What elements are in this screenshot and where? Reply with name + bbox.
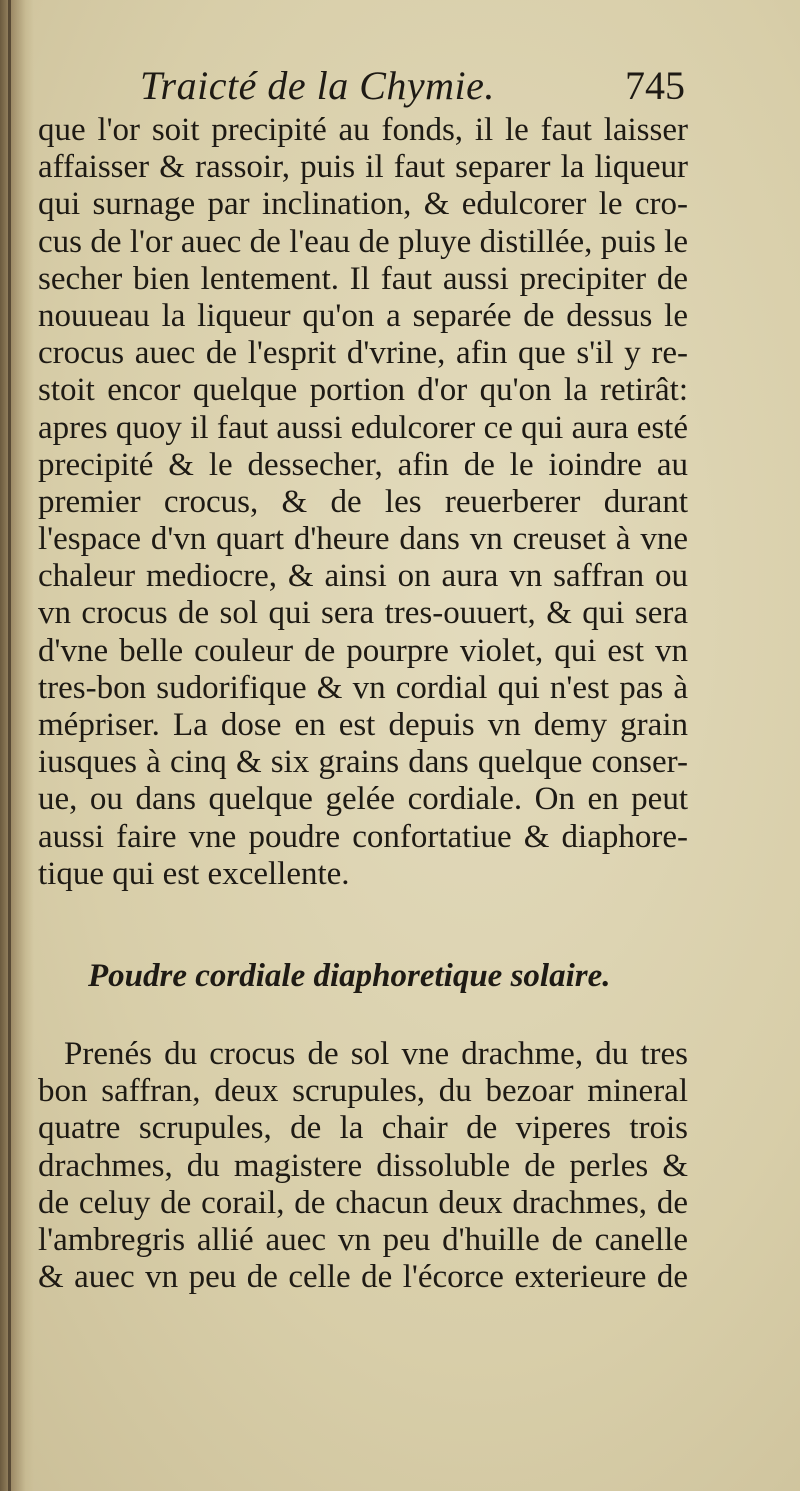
page-gutter [0, 0, 34, 1491]
text-line: stoit encor quelque portion d'or qu'on la retirât: [38, 372, 688, 409]
section-heading: Poudre cordiale diaphoretique solaire. [88, 958, 611, 994]
paragraph-1 [38, 112, 688, 893]
text-line: cus de l'or auec de l'eau de pluye distillée, puis le [38, 223, 688, 260]
page-number: 745 [625, 63, 685, 108]
text-line: affaisser & rassoir, puis il faut separer la liqueur [38, 149, 688, 186]
text-line: aussi faire vne poudre confortatiue & diaphore- [38, 818, 688, 855]
text-line: l'ambregris allié auec vn peu d'huille de canelle [38, 1221, 688, 1258]
text-line: nouueau la liqueur qu'on a separée de dessus le [38, 297, 688, 334]
text-line: Prenés du crocus de sol vne drachme, du tres [64, 1036, 688, 1072]
text-line: premier crocus, & de les reuerberer durant [38, 483, 688, 520]
text-line: qui surnage par inclination, & edulcorer le cro- [38, 186, 688, 223]
text-line: tres-bon sudorifique & vn cordial qui n'est pas à [38, 669, 688, 706]
text-line: ue, ou dans quelque gelée cordiale. On en peut [38, 781, 688, 818]
running-title: Traicté de la Chymie. [140, 63, 495, 108]
text-line: bon saffran, deux scrupules, du bezoar mineral [38, 1073, 688, 1110]
paragraph-2 [38, 1036, 688, 1296]
page-header [140, 62, 685, 112]
text-line: d'vne belle couleur de pourpre violet, qui est vn [38, 632, 688, 669]
text-line-last: tique qui est excellente. [38, 855, 350, 892]
text-line: chaleur mediocre, & ainsi on aura vn saffran ou [38, 558, 688, 595]
text-line: iusques à cinq & six grains dans quelque conser- [38, 744, 688, 781]
text-line: l'espace d'vn quart d'heure dans vn creuset à vne [38, 521, 688, 558]
text-line: vn crocus de sol qui sera tres-ouuert, & qui sera [38, 595, 688, 632]
text-line: crocus auec de l'esprit d'vrine, afin que s'il y re- [38, 335, 688, 372]
text-line: de celuy de corail, de chacun deux drachmes, de [38, 1184, 688, 1221]
text-line: quatre scrupules, de la chair de viperes trois [38, 1110, 688, 1147]
text-line: secher bien lentement. Il faut aussi precipiter de [38, 260, 688, 297]
text-line: precipité & le dessecher, afin de le ioindre au [38, 446, 688, 483]
text-line: apres quoy il faut aussi edulcorer ce qui aura esté [38, 409, 688, 446]
text-line: que l'or soit precipité au fonds, il le faut laisser [38, 112, 688, 148]
binding-edge [8, 0, 11, 1491]
text-line: mépriser. La dose en est depuis vn demy grain [38, 707, 688, 743]
text-line: & auec vn peu de celle de l'écorce exterieure de [38, 1259, 688, 1296]
text-line: drachmes, du magistere dissoluble de perles & [38, 1147, 688, 1184]
